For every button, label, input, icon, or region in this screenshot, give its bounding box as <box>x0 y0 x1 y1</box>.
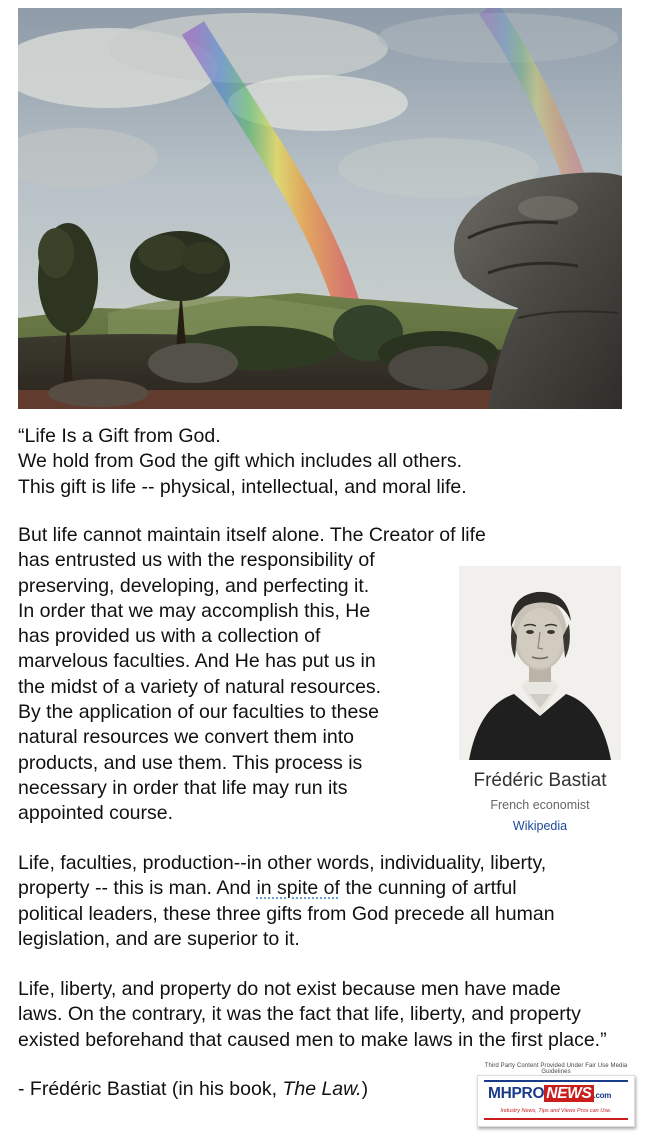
bastiat-portrait[interactable] <box>459 566 621 760</box>
quote-line: laws. On the contrary, it was the fact that life, liberty, and property <box>18 1003 581 1026</box>
quote-block-laws <box>18 977 607 1053</box>
spellcheck-underlined-phrase: in spite of <box>256 877 340 900</box>
attribution-close: ) <box>361 1078 369 1100</box>
quote-line: natural resources we convert them into <box>18 726 354 749</box>
quote-line: preserving, developing, and perfecting it. <box>18 574 370 597</box>
quote-line <box>18 876 555 901</box>
quote-line: We hold from God the gift which includes all others. <box>18 450 463 473</box>
bastiat-portrait-illustration <box>459 566 621 760</box>
quote-line: products, and use them. This process is <box>18 751 363 774</box>
rainbow-landscape-photo <box>18 8 622 409</box>
attribution <box>18 1077 368 1102</box>
quote-line: In order that we may accomplish this, He <box>18 599 371 622</box>
quote-line: “Life Is a Gift from God. <box>18 425 221 447</box>
quote-line: the midst of a variety of natural resources. <box>18 675 382 698</box>
book-title: The Law. <box>282 1078 362 1100</box>
quote-fragment: property -- this is man. And <box>18 877 257 900</box>
quote-line: marvelous faculties. And He has put us in <box>18 650 376 673</box>
portrait-name: Frédéric Bastiat <box>473 770 607 791</box>
quote-line: political leaders, these three gifts from God precede all human <box>18 902 555 925</box>
logo-tagline: Industry News, Tips and Views Pros can Use. <box>500 1108 612 1114</box>
quote-line: But life cannot maintain itself alone. The Creator of life <box>18 524 486 546</box>
mhpronews-logo[interactable] <box>477 1075 635 1127</box>
quote-line: has provided us with a collection of <box>18 625 321 648</box>
quote-block-intro <box>18 424 467 500</box>
quote-line: Life, liberty, and property do not exist because men have made <box>18 978 561 1000</box>
quote-line: appointed course. <box>18 802 174 825</box>
quote-block-man <box>18 851 555 952</box>
wikipedia-link[interactable]: Wikipedia <box>512 819 568 833</box>
quote-line: legislation, and are superior to it. <box>18 927 300 950</box>
quote-line: By the application of our faculties to these <box>18 701 379 724</box>
quote-fragment: the cunning of artful <box>339 877 517 900</box>
quote-block-creator <box>18 523 486 827</box>
logo-wordmark: MHPRO NEWS .com <box>488 1085 612 1102</box>
logo-top-bar <box>484 1080 628 1082</box>
quote-line: Life, faculties, production--in other words, individuality, liberty, <box>18 852 547 874</box>
quote-line: This gift is life -- physical, intellectual, and moral life. <box>18 475 467 498</box>
logo-bottom-bar <box>484 1118 628 1120</box>
rainbow-landscape-illustration <box>18 8 622 409</box>
quote-line: has entrusted us with the responsibility of <box>18 549 375 572</box>
portrait-description: French economist <box>490 798 590 812</box>
quote-line: necessary in order that life may run its <box>18 776 348 799</box>
fair-use-credit: Third Party Content Provided Under Fair Use Media Guidelines <box>484 1063 628 1075</box>
attribution-text: - Frédéric Bastiat (in his book, <box>18 1078 283 1100</box>
quote-line: existed beforehand that caused men to make laws in the first place.” <box>18 1028 607 1051</box>
